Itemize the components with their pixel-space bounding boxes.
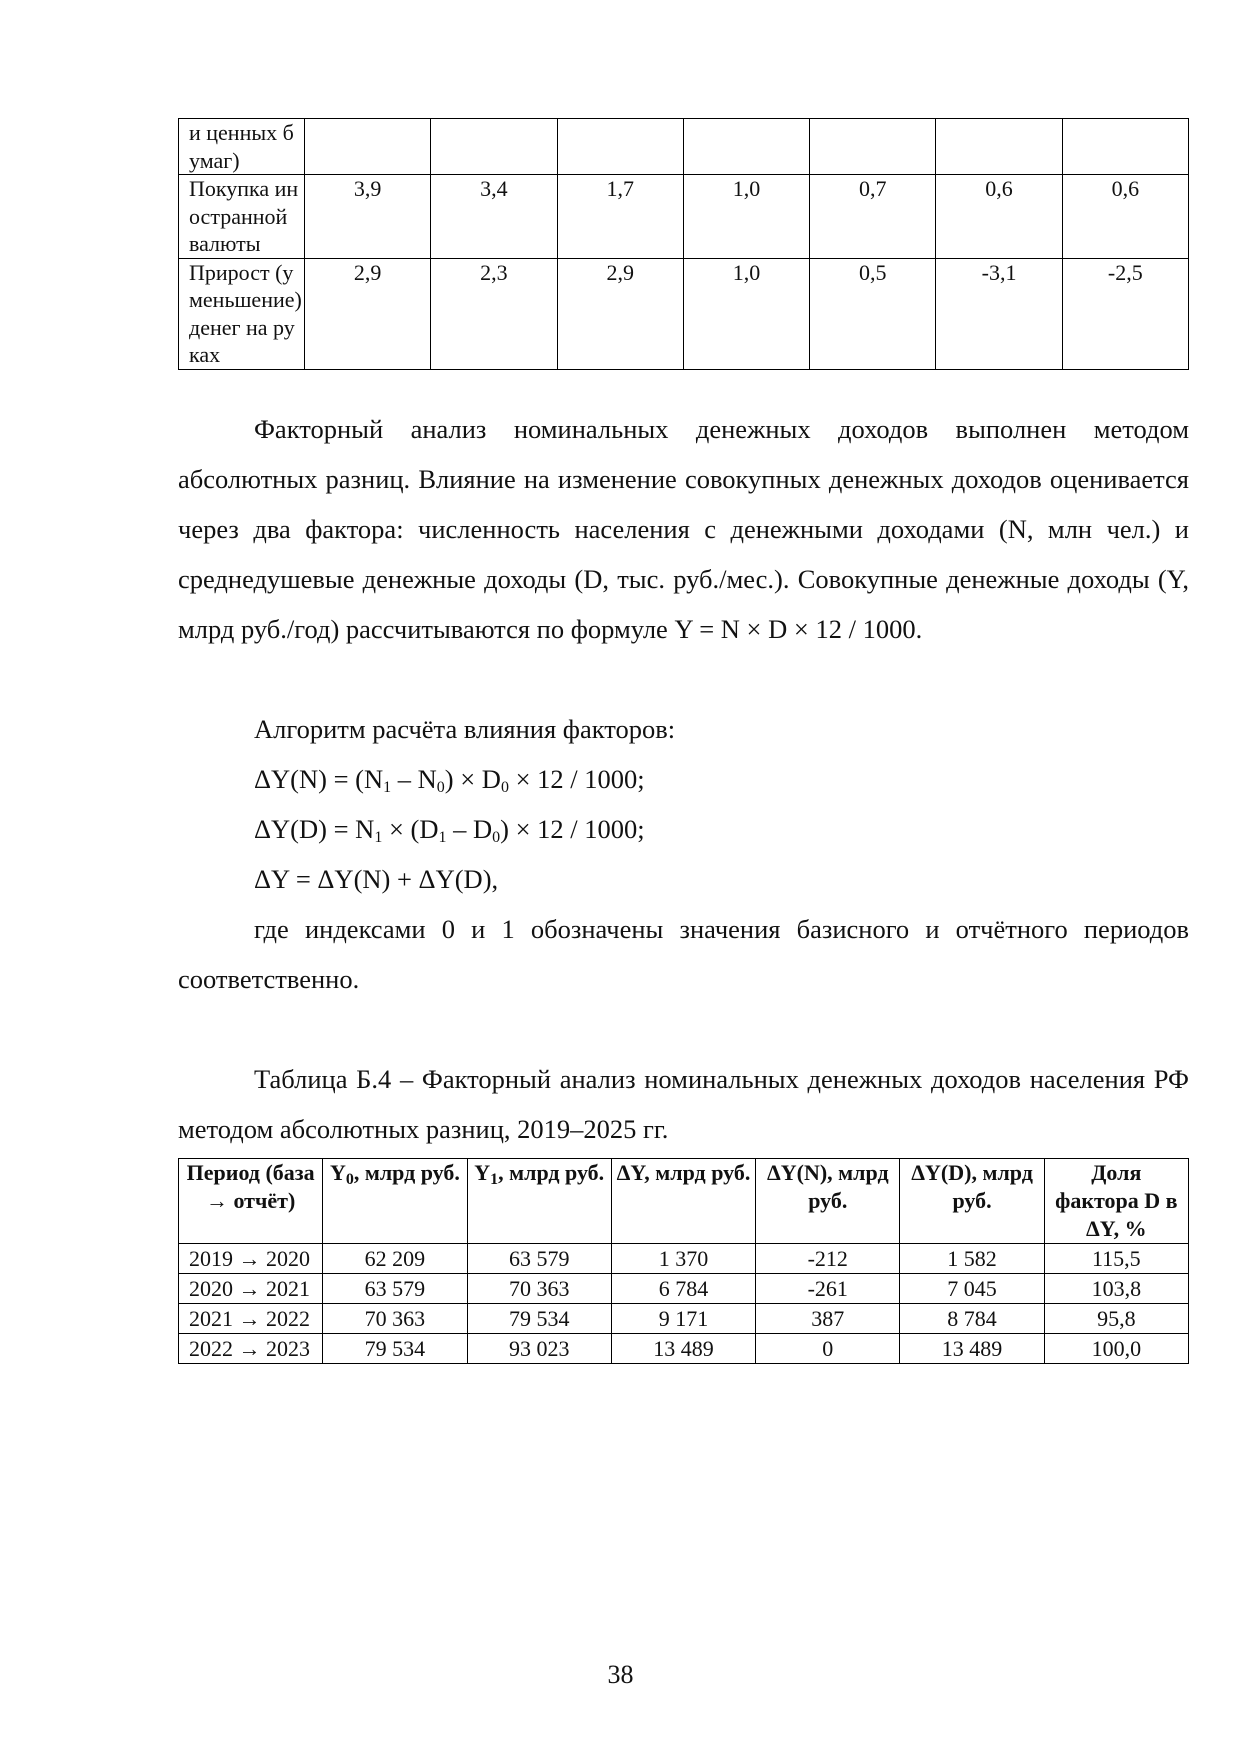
y0-cell: 63 579 bbox=[323, 1273, 467, 1303]
table-cell bbox=[431, 119, 557, 175]
table-cell: 1,0 bbox=[683, 258, 809, 369]
table-cell: -3,1 bbox=[936, 258, 1062, 369]
formula-n: $\Delta Y(N) = (N_1 - N_0) \times D_0 \times 12 / 1000$; bbox=[254, 763, 645, 796]
period-cell: 2022 → 2023 bbox=[179, 1333, 323, 1363]
table-cell: 1,0 bbox=[683, 175, 809, 259]
formula-total: ΔY = ΔY(N) + ΔY(D), bbox=[254, 863, 499, 894]
header-share: Доля фактора D в ΔY, % bbox=[1044, 1158, 1188, 1243]
y0-cell: 62 209 bbox=[323, 1243, 467, 1273]
table-cell: 0,7 bbox=[810, 175, 936, 259]
table-cell: 2,3 bbox=[431, 258, 557, 369]
table-cell bbox=[810, 119, 936, 175]
page-number: 38 bbox=[607, 1660, 634, 1689]
table-row bbox=[179, 175, 1189, 259]
dy-cell: 6 784 bbox=[611, 1273, 755, 1303]
header-dyd: ΔY(D), млрд руб. bbox=[900, 1158, 1044, 1243]
dyn-cell: 387 bbox=[756, 1303, 900, 1333]
header-y1-text: , млрд руб. bbox=[498, 1159, 605, 1185]
table-cell: -2,5 bbox=[1062, 258, 1188, 369]
table-caption: Таблица Б.4 – Факторный анализ номинальных денежных доходов населения РФ методом абсолютных разниц, 2019–2025 гг. bbox=[178, 1063, 1189, 1144]
y1-cell: 93 023 bbox=[467, 1333, 611, 1363]
dyn-cell: -261 bbox=[756, 1273, 900, 1303]
dyd-cell: 1 582 bbox=[900, 1243, 1044, 1273]
dy-cell: 13 489 bbox=[611, 1333, 755, 1363]
table-row bbox=[179, 1303, 1189, 1333]
header-y1: $Y_1$, млрд руб. bbox=[467, 1158, 611, 1243]
algorithm-title: Алгоритм расчёта влияния факторов: bbox=[254, 713, 676, 744]
row-label: Покупка иностранной валюты bbox=[179, 175, 305, 259]
dy-cell: 1 370 bbox=[611, 1243, 755, 1273]
dyd-cell: 8 784 bbox=[900, 1303, 1044, 1333]
table-cell: 2,9 bbox=[305, 258, 431, 369]
dyn-cell: -212 bbox=[756, 1243, 900, 1273]
table-cell bbox=[557, 119, 683, 175]
period-cell: 2021 → 2022 bbox=[179, 1303, 323, 1333]
row-label: Прирост (уменьшение) денег на руках bbox=[179, 258, 305, 369]
share-cell: 115,5 bbox=[1044, 1243, 1188, 1273]
dyd-cell: 13 489 bbox=[900, 1333, 1044, 1363]
document-page bbox=[178, 118, 1189, 1364]
period-cell: 2019 → 2020 bbox=[179, 1243, 323, 1273]
row-label: и ценных бумаг) bbox=[179, 119, 305, 175]
table-cell: 0,6 bbox=[936, 175, 1062, 259]
header-period: Период (база → отчёт) bbox=[179, 1158, 323, 1243]
paragraph-method: Факторный анализ номинальных денежных доходов выполнен методом абсолютных разниц. Влияние на изменение совокупных денежных доходов оценивается через два фактора: численность населения с денежными доходами (N, млн чел.) и среднедушевые денежные доходы (D, тыс. руб./мес.). Совокупные денежные доходы (Y, млрд руб./год) рассчитываются по формуле Y = N × D × 12 / 1000. bbox=[178, 413, 1189, 644]
table-row bbox=[179, 1333, 1189, 1363]
share-cell: 100,0 bbox=[1044, 1333, 1188, 1363]
table-cell: 1,7 bbox=[557, 175, 683, 259]
dyn-cell: 0 bbox=[756, 1333, 900, 1363]
header-dyn: ΔY(N), млрд руб. bbox=[756, 1158, 900, 1243]
body-text bbox=[178, 404, 1189, 1154]
table-row bbox=[179, 1243, 1189, 1273]
table-cell bbox=[305, 119, 431, 175]
table-cell bbox=[1062, 119, 1188, 175]
table-cell bbox=[936, 119, 1062, 175]
table-row bbox=[179, 1273, 1189, 1303]
header-y0-text: , млрд руб. bbox=[353, 1159, 460, 1185]
y0-cell: 79 534 bbox=[323, 1333, 467, 1363]
share-cell: 103,8 bbox=[1044, 1273, 1188, 1303]
table-cell: 3,4 bbox=[431, 175, 557, 259]
formula-d: $\Delta Y(D) = N_1 \times (D_1 - D_0) \times 12 / 1000$; bbox=[254, 813, 645, 846]
share-cell: 95,8 bbox=[1044, 1303, 1188, 1333]
factor-analysis-table bbox=[178, 1158, 1189, 1364]
table-row bbox=[179, 119, 1189, 175]
period-cell: 2020 → 2021 bbox=[179, 1273, 323, 1303]
table-cell bbox=[683, 119, 809, 175]
table-row bbox=[179, 258, 1189, 369]
table-cell: 0,6 bbox=[1062, 175, 1188, 259]
money-usage-table bbox=[178, 118, 1189, 370]
dy-cell: 9 171 bbox=[611, 1303, 755, 1333]
paragraph-indices: где индексами 0 и 1 обозначены значения базисного и отчётного периодов соответственно. bbox=[178, 913, 1189, 994]
y1-cell: 79 534 bbox=[467, 1303, 611, 1333]
y0-cell: 70 363 bbox=[323, 1303, 467, 1333]
dyd-cell: 7 045 bbox=[900, 1273, 1044, 1303]
table-cell: 2,9 bbox=[557, 258, 683, 369]
header-y0: $Y_0$, млрд руб. bbox=[323, 1158, 467, 1243]
table-cell: 3,9 bbox=[305, 175, 431, 259]
y1-cell: 63 579 bbox=[467, 1243, 611, 1273]
header-dy: ΔY, млрд руб. bbox=[611, 1158, 755, 1243]
table-header-row bbox=[179, 1158, 1189, 1243]
table-cell: 0,5 bbox=[810, 258, 936, 369]
y1-cell: 70 363 bbox=[467, 1273, 611, 1303]
